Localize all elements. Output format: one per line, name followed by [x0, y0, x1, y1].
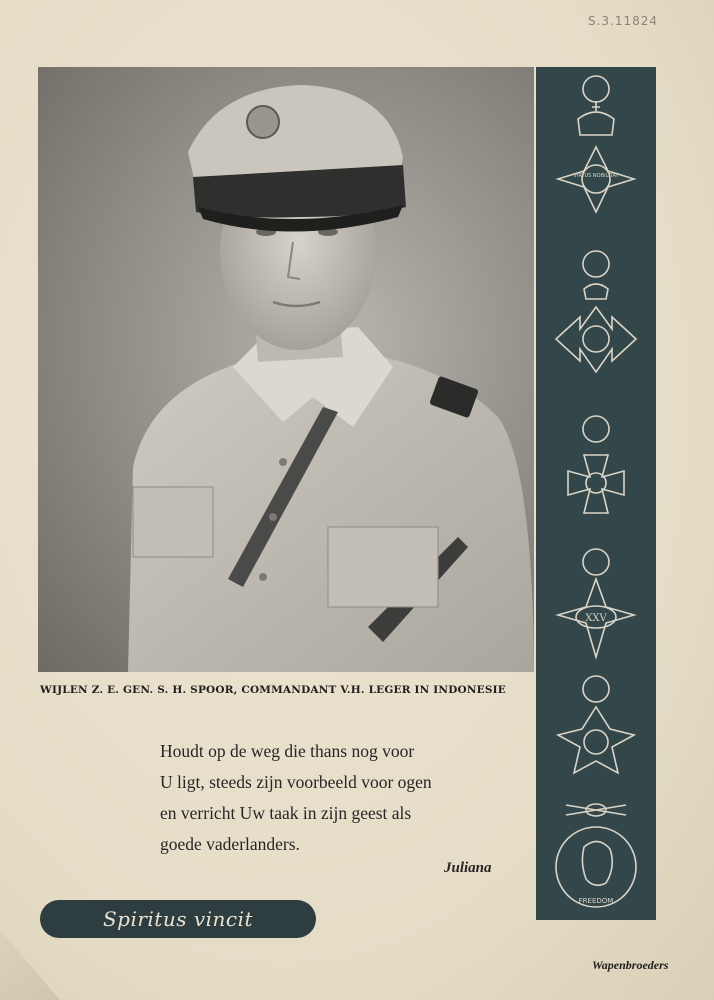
- quote-line: goede vaderlanders.: [160, 834, 300, 854]
- medals-illustration: [536, 67, 656, 920]
- quote-block: [160, 736, 490, 860]
- motto-text: Spiritus vincit: [102, 907, 254, 931]
- svg-text:XXV: XXV: [585, 613, 607, 624]
- svg-text:FREEDOM: FREEDOM: [578, 897, 614, 905]
- decorative-cross-medal-icon: [558, 676, 634, 773]
- quote-line: U ligt, steeds zijn voorbeeld voor ogen: [160, 772, 432, 792]
- archive-number: S.3.11824: [588, 14, 659, 28]
- motto-banner: [40, 900, 316, 938]
- publisher-name: Wapenbroeders: [592, 958, 669, 972]
- cross-medal-icon: [568, 416, 624, 513]
- portrait-illustration: [38, 67, 534, 672]
- order-cross-medal-icon: [558, 76, 634, 212]
- svg-text:VIRTUS NOBILITAT: VIRTUS NOBILITAT: [573, 173, 619, 179]
- quote-line: en verricht Uw taak in zijn geest als: [160, 803, 412, 823]
- freedom-medal-icon: [556, 804, 636, 907]
- quote-line: Houdt op de weg die thans nog voor: [160, 741, 415, 761]
- folded-corner: [0, 930, 60, 1000]
- quote-signature: Juliana: [444, 860, 492, 876]
- jubilee-cross-medal-icon: [558, 549, 634, 657]
- portrait-photo: [38, 67, 534, 672]
- photo-caption: WIJLEN Z. E. GEN. S. H. SPOOR, COMMANDANT V.H. LEGER IN INDONESIE: [40, 684, 506, 696]
- medal-strip: [536, 67, 656, 920]
- maltese-cross-medal-icon: [556, 251, 636, 372]
